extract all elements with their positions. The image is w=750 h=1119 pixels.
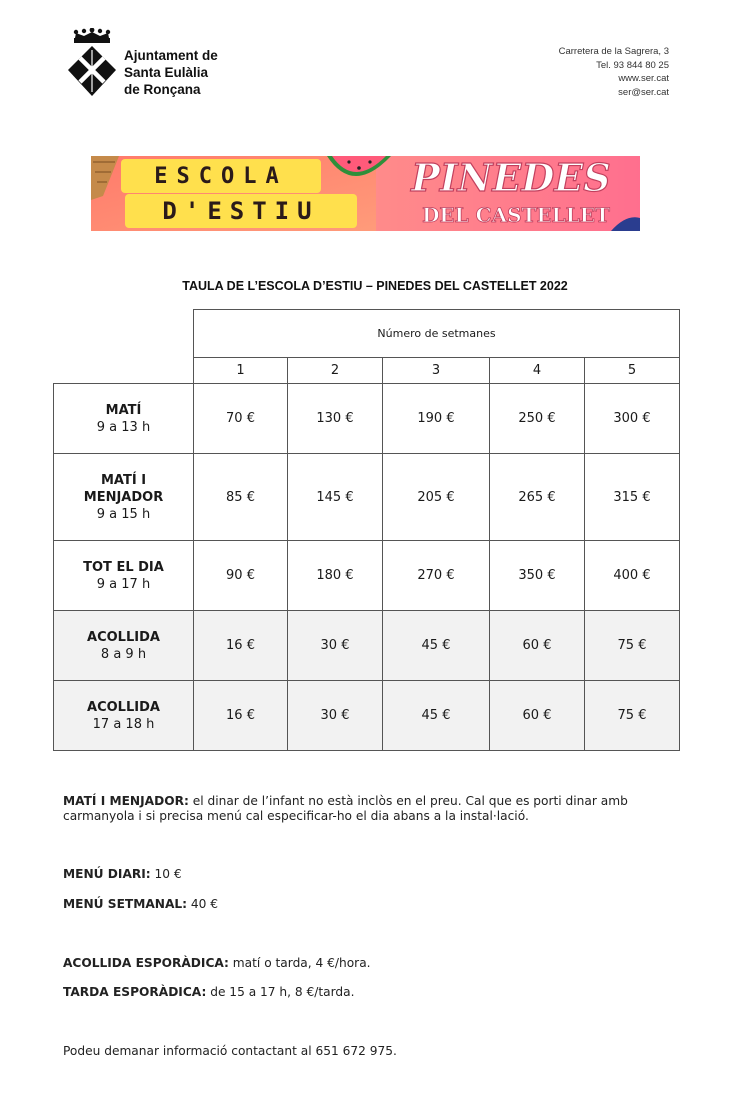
price-cell: 205 €	[383, 454, 490, 541]
price-cell: 265 €	[490, 454, 585, 541]
price-cell: 270 €	[383, 541, 490, 611]
week-number: 3	[383, 358, 490, 384]
table-row	[54, 681, 680, 751]
contact-email: ser@ser.cat	[618, 86, 669, 98]
contact-website: www.ser.cat	[618, 73, 669, 84]
price-cell: 30 €	[288, 611, 383, 681]
row-label-hours: 9 a 13 h	[96, 419, 151, 435]
price-cell: 70 €	[194, 384, 288, 454]
note-acollida-esporadica	[63, 956, 693, 971]
contact-phone: Tel. 93 844 80 25	[596, 59, 669, 71]
price-cell: 315 €	[585, 454, 680, 541]
price-cell: 60 €	[490, 681, 585, 751]
note-menu-diari-text: 10 €	[150, 867, 182, 881]
note-mati-menjador-text: el dinar de l’infant no està inclòs en el preu. Cal que es porti dinar amb carmanyola i si precisa menú cal especificar-ho el dia abans a la instal·lació.	[63, 794, 628, 823]
note-acollida-text: matí o tarda, 4 €/hora.	[228, 956, 371, 970]
note-mati-menjador	[63, 794, 693, 824]
banner-text-del-castellet: DEL CASTELLET	[422, 203, 610, 227]
organization-name	[124, 47, 218, 98]
banner-text-pinedes: PINEDES	[411, 156, 611, 200]
banner-text-destiu: D'ESTIU	[162, 197, 320, 225]
note-tarda-text: de 15 a 17 h, 8 €/tarda.	[206, 985, 355, 999]
note-menu-diari	[63, 867, 693, 882]
price-cell: 180 €	[288, 541, 383, 611]
price-table	[53, 309, 680, 751]
week-number: 5	[585, 358, 680, 384]
table-row	[54, 611, 680, 681]
row-label-hours: 9 a 15 h	[96, 506, 151, 522]
table-row	[54, 384, 680, 454]
price-cell: 75 €	[585, 681, 680, 751]
table-corner	[54, 310, 194, 358]
price-cell: 16 €	[194, 611, 288, 681]
row-label-title-2: MENJADOR	[83, 489, 164, 505]
document-title: TAULA DE L’ESCOLA D’ESTIU – PINEDES DEL CASTELLET 2022	[182, 279, 568, 293]
table-corner-2	[54, 358, 194, 384]
price-cell: 350 €	[490, 541, 585, 611]
row-label-title: ACOLLIDA	[87, 699, 160, 715]
org-name-line-2: Santa Eulàlia	[124, 65, 209, 80]
price-cell: 300 €	[585, 384, 680, 454]
row-label-title: MATÍ I	[100, 472, 147, 488]
table-row	[54, 454, 680, 541]
row-label	[54, 611, 194, 681]
price-cell: 85 €	[194, 454, 288, 541]
weeks-header: Número de setmanes	[194, 310, 680, 358]
week-number: 1	[194, 358, 288, 384]
row-label-title: MATÍ	[105, 402, 142, 418]
price-cell: 250 €	[490, 384, 585, 454]
row-label	[54, 541, 194, 611]
price-cell: 30 €	[288, 681, 383, 751]
price-cell: 130 €	[288, 384, 383, 454]
contact-address: Carretera de la Sagrera, 3	[558, 46, 669, 57]
row-label	[54, 681, 194, 751]
price-cell: 145 €	[288, 454, 383, 541]
org-name-line-3: de Ronçana	[124, 82, 201, 97]
note-mati-menjador-label: MATÍ I MENJADOR:	[63, 794, 189, 808]
row-label-hours: 9 a 17 h	[96, 576, 151, 592]
note-menu-setmanal	[63, 897, 693, 912]
price-cell: 90 €	[194, 541, 288, 611]
price-cell: 45 €	[383, 681, 490, 751]
week-number: 4	[490, 358, 585, 384]
note-menu-diari-label: MENÚ DIARI:	[63, 867, 151, 881]
banner-text-escola: ESCOLA	[154, 164, 288, 189]
price-cell: 45 €	[383, 611, 490, 681]
price-cell: 60 €	[490, 611, 585, 681]
row-label-hours: 17 a 18 h	[92, 716, 155, 732]
contact-info	[559, 45, 669, 99]
price-cell: 400 €	[585, 541, 680, 611]
row-label-title: ACOLLIDA	[87, 629, 160, 645]
note-menu-setmanal-text: 40 €	[187, 897, 219, 911]
price-cell: 75 €	[585, 611, 680, 681]
org-name-line-1: Ajuntament de	[124, 48, 218, 63]
municipal-coat-of-arms-logo	[66, 28, 118, 98]
note-contact-info: Podeu demanar informació contactant al 651 672 975.	[63, 1044, 397, 1058]
note-acollida-label: ACOLLIDA ESPORÀDICA:	[63, 956, 229, 970]
price-cell: 190 €	[383, 384, 490, 454]
row-label-hours: 8 a 9 h	[100, 646, 147, 662]
note-tarda-label: TARDA ESPORÀDICA:	[63, 985, 207, 999]
row-label	[54, 454, 194, 541]
summer-school-banner	[91, 156, 640, 231]
price-cell: 16 €	[194, 681, 288, 751]
week-number: 2	[288, 358, 383, 384]
note-menu-setmanal-label: MENÚ SETMANAL:	[63, 897, 188, 911]
note-tarda-esporadica	[63, 985, 693, 1000]
row-label-title: TOT EL DIA	[83, 559, 164, 575]
row-label	[54, 384, 194, 454]
table-row	[54, 541, 680, 611]
